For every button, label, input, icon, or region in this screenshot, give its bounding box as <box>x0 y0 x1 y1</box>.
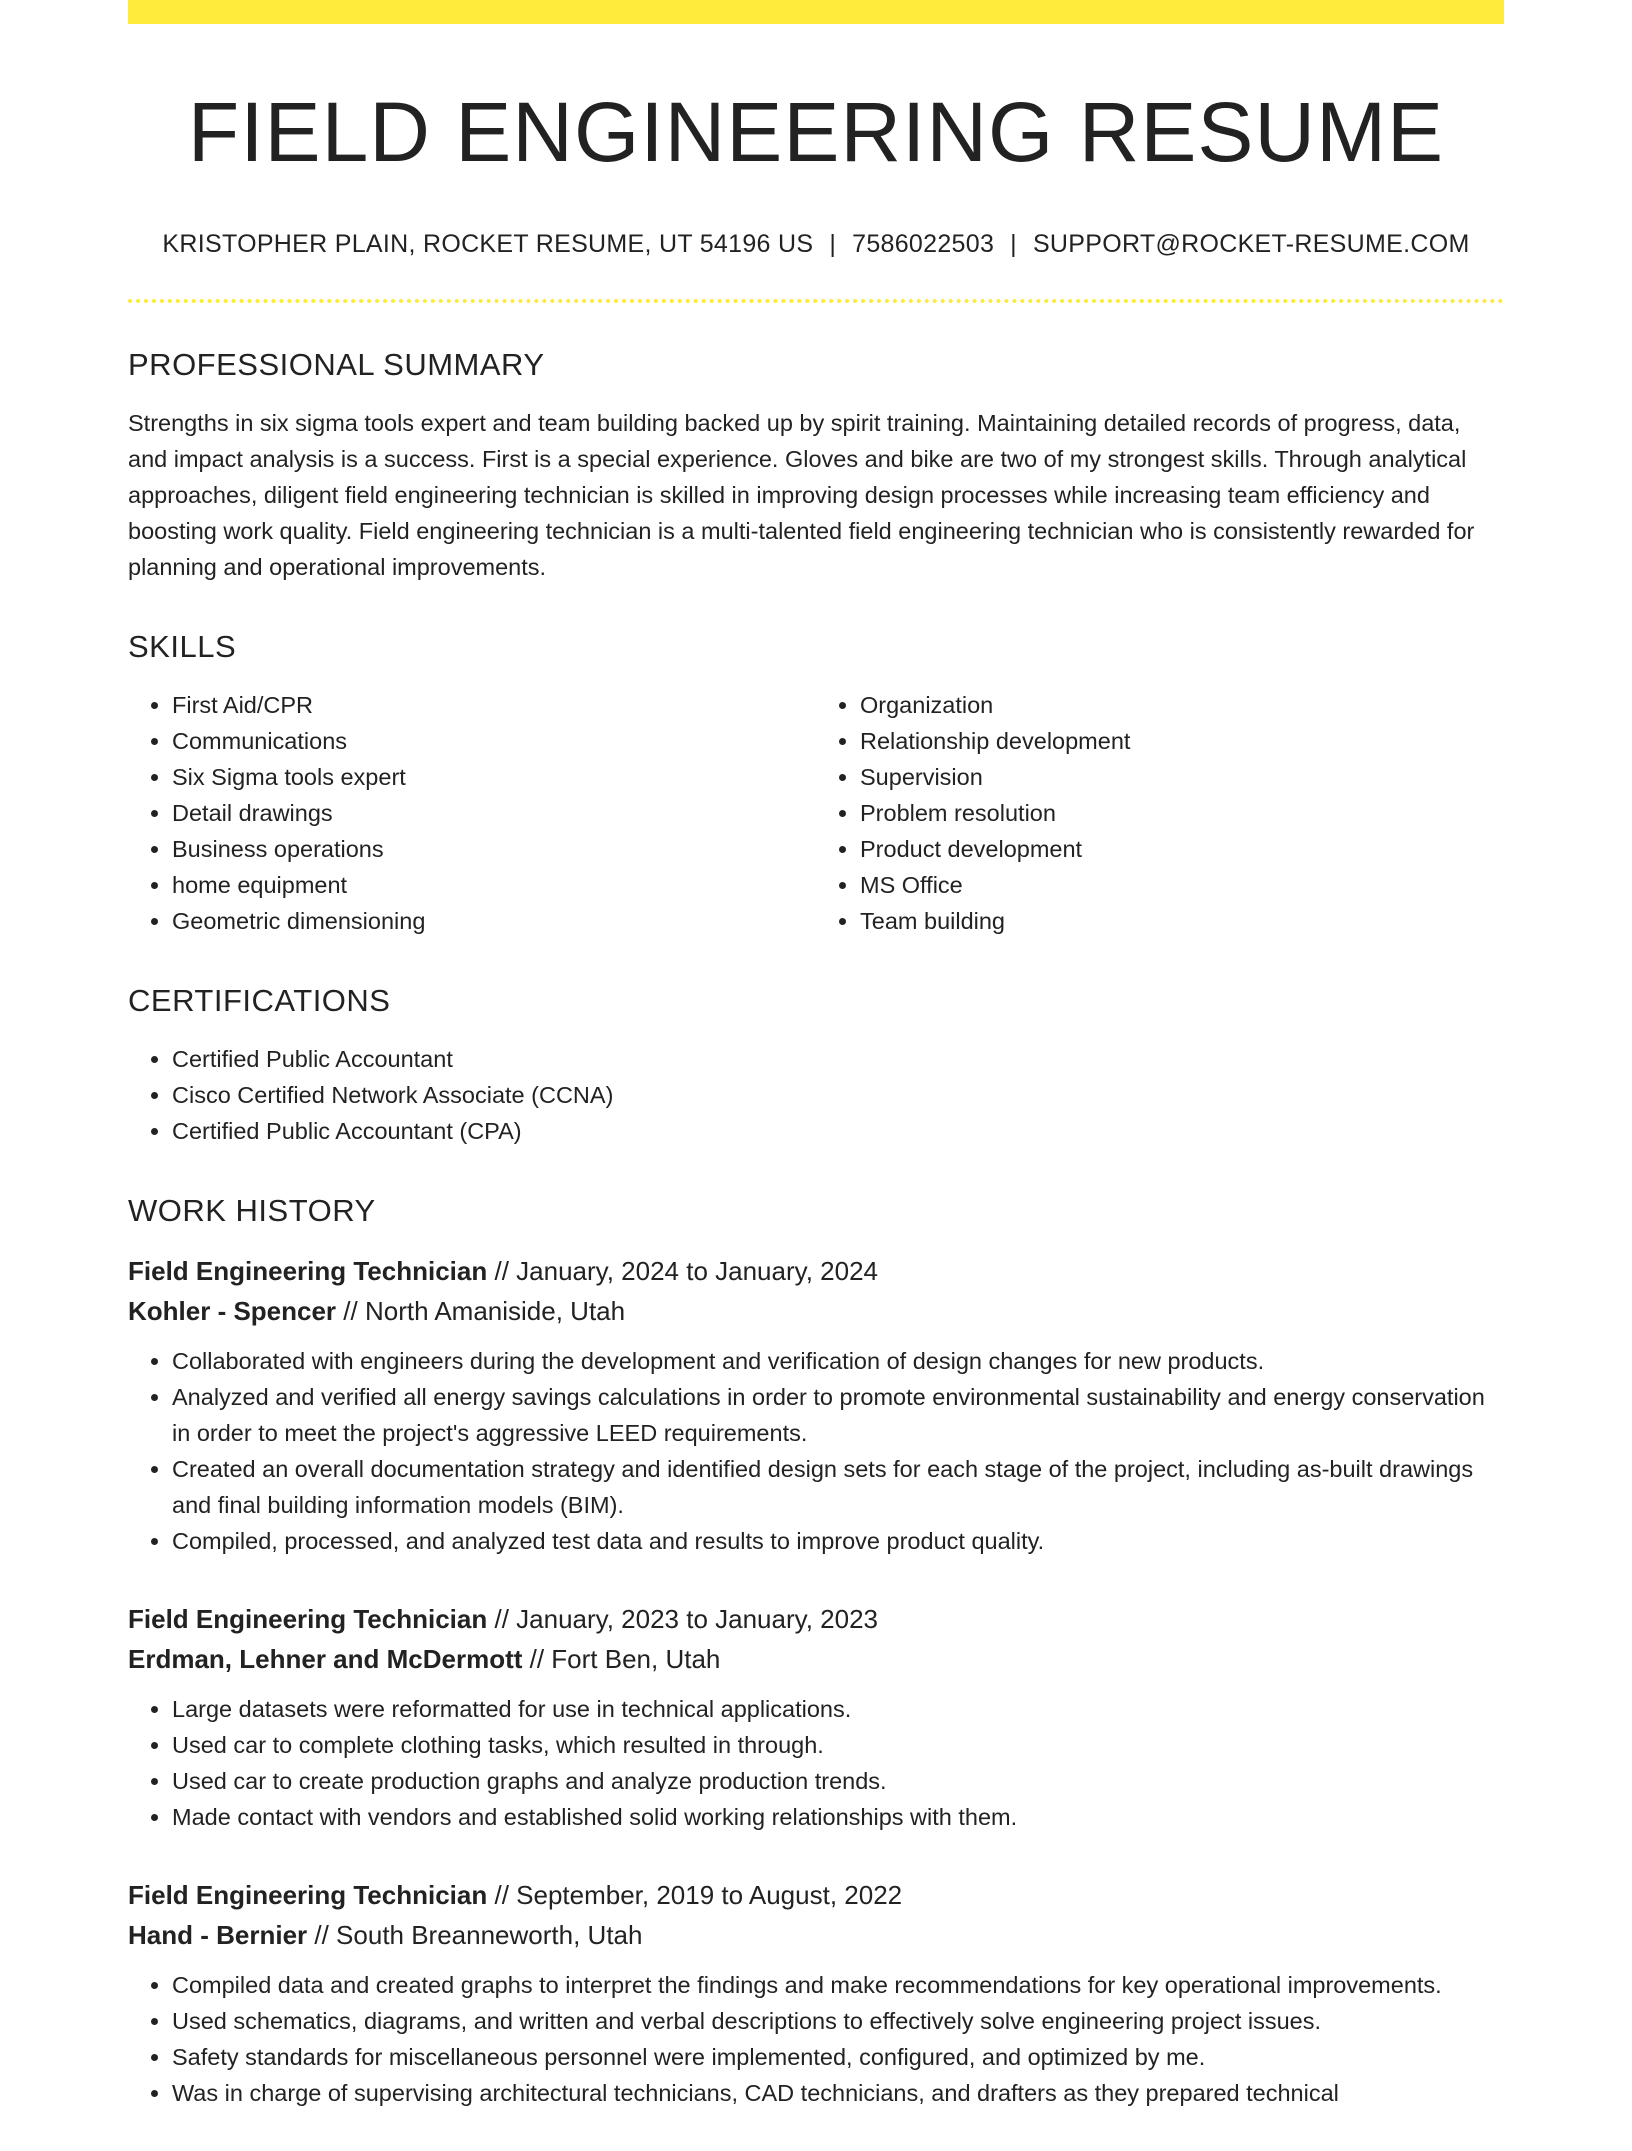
skills-columns <box>128 687 1504 939</box>
job-title-line <box>128 1251 1504 1291</box>
job-bullets <box>128 1343 1504 1559</box>
certification-item: • Certified Public Accountant <box>172 1041 1504 1077</box>
job-title-line <box>128 1599 1504 1639</box>
skill-item: • home equipment <box>172 867 816 903</box>
skills-list-left <box>128 687 816 939</box>
summary-heading: PROFESSIONAL SUMMARY <box>128 347 545 383</box>
skill-item: • Six Sigma tools expert <box>172 759 816 795</box>
job-company-line <box>128 1291 1504 1331</box>
job-company-line <box>128 1915 1504 1955</box>
skill-item: • Relationship development <box>860 723 1504 759</box>
skill-item: • Problem resolution <box>860 795 1504 831</box>
summary-text: Strengths in six sigma tools expert and team building backed up by spirit training. Maintaining detailed records of progress, data, and impact analysis is a success. First is a special experience. Gloves and bike are two of my strongest skills. Through analytical approaches, diligent field engineering technician is skilled in improving design processes while increasing team efficiency and boosting work quality. Field engineering technician is a multi-talented field engineering technician who is consistently rewarded for planning and operational improvements. <box>128 410 1475 581</box>
certification-item: • Cisco Certified Network Associate (CCNA) <box>172 1077 1504 1113</box>
work-history-heading: WORK HISTORY <box>128 1193 376 1229</box>
job-entry <box>128 1251 1504 1559</box>
job-bullet: • Large datasets were reformatted for use in technical applications. <box>172 1691 1504 1727</box>
job-bullet: • Analyzed and verified all energy savings calculations in order to promote environmental sustainability and energy conservation in order to meet the project's aggressive LEED requirements. <box>172 1379 1504 1451</box>
job-company: Kohler - Spencer <box>128 1296 337 1327</box>
skills-list-right <box>816 687 1504 939</box>
job-company: Hand - Bernier <box>128 1920 308 1951</box>
skill-item: • Geometric dimensioning <box>172 903 816 939</box>
certifications-list <box>128 1041 1504 1149</box>
skills-heading: SKILLS <box>128 629 237 665</box>
job-bullet: • Collaborated with engineers during the development and verification of design changes for new products. <box>172 1343 1504 1379</box>
contact-separator: | <box>1010 230 1017 259</box>
job-bullet: • Used car to create production graphs and analyze production trends. <box>172 1763 1504 1799</box>
job-company: Erdman, Lehner and McDermott <box>128 1644 523 1675</box>
job-bullet: • Was in charge of supervising architectural technicians, CAD technicians, and drafters as they prepared technical <box>172 2075 1504 2111</box>
contact-line <box>128 230 1504 259</box>
contact-address: KRISTOPHER PLAIN, ROCKET RESUME, UT 54196 US <box>162 230 814 259</box>
job-bullet: • Used car to complete clothing tasks, which resulted in through. <box>172 1727 1504 1763</box>
skill-item: • Business operations <box>172 831 816 867</box>
skill-item: • Detail drawings <box>172 795 816 831</box>
job-location: // South Breanneworth, Utah <box>307 1920 643 1951</box>
job-dates: // January, 2023 to January, 2023 <box>487 1604 878 1635</box>
contact-separator: | <box>829 230 837 259</box>
job-bullet: • Used schematics, diagrams, and written and verbal descriptions to effectively solve engineering project issues. <box>172 2003 1504 2039</box>
certification-item: • Certified Public Accountant (CPA) <box>172 1113 1504 1149</box>
job-bullets <box>128 1691 1504 1835</box>
job-title: Field Engineering Technician <box>128 1256 488 1287</box>
resume-title: FIELD ENGINEERING RESUME <box>187 85 1445 179</box>
contact-email: SUPPORT@ROCKET-RESUME.COM <box>1032 230 1470 259</box>
job-dates: // January, 2024 to January, 2024 <box>487 1256 878 1287</box>
skill-item: • Organization <box>860 687 1504 723</box>
job-title: Field Engineering Technician <box>128 1604 488 1635</box>
certifications-heading: CERTIFICATIONS <box>128 983 391 1019</box>
job-bullet: • Safety standards for miscellaneous personnel were implemented, configured, and optimized by me. <box>172 2039 1504 2075</box>
contact-phone: 7586022503 <box>852 230 995 259</box>
skill-item: • Product development <box>860 831 1504 867</box>
job-bullet: • Compiled, processed, and analyzed test data and results to improve product quality. <box>172 1523 1504 1559</box>
job-entry <box>128 1875 1504 2111</box>
job-title-line <box>128 1875 1504 1915</box>
job-location: // North Amaniside, Utah <box>336 1296 626 1327</box>
accent-top-bar <box>128 0 1504 24</box>
job-bullet: • Compiled data and created graphs to interpret the findings and make recommendations for key operational improvements. <box>172 1967 1504 2003</box>
job-bullets <box>128 1967 1504 2111</box>
job-bullet: • Created an overall documentation strategy and identified design sets for each stage of the project, including as-built drawings and final building information models (BIM). <box>172 1451 1504 1523</box>
skill-item: • MS Office <box>860 867 1504 903</box>
job-company-line <box>128 1639 1504 1679</box>
job-title: Field Engineering Technician <box>128 1880 488 1911</box>
job-bullet: • Made contact with vendors and established solid working relationships with them. <box>172 1799 1504 1835</box>
dotted-divider <box>128 299 1504 303</box>
skill-item: • Communications <box>172 723 816 759</box>
skill-item: • Supervision <box>860 759 1504 795</box>
work-history-list <box>128 1251 1504 2111</box>
skill-item: • First Aid/CPR <box>172 687 816 723</box>
job-entry <box>128 1599 1504 1835</box>
resume-page <box>128 0 1504 2151</box>
job-location: // Fort Ben, Utah <box>522 1644 721 1675</box>
skill-item: • Team building <box>860 903 1504 939</box>
job-dates: // September, 2019 to August, 2022 <box>487 1880 903 1911</box>
